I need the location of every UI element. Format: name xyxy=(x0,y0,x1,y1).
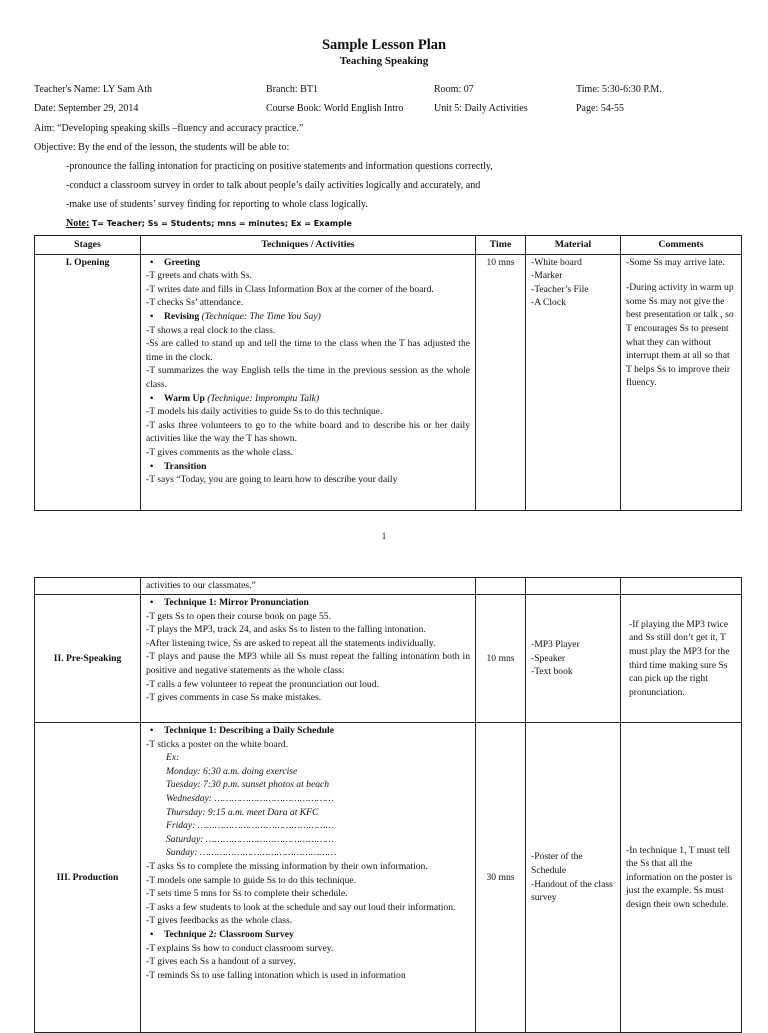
example-line: Sunday: ………………………………………… xyxy=(166,847,337,859)
activity-line: -T sticks a poster on the white board. xyxy=(146,738,289,750)
revising-label: Revising xyxy=(164,310,200,322)
opening-time: 10 mns xyxy=(476,254,526,510)
example-line: Ex: xyxy=(166,752,180,764)
production-material xyxy=(526,723,621,1033)
activity-line: -T gives each Ss a handout of a survey. xyxy=(146,956,296,968)
activity-line: -T asks three volunteers to go to the white board and to describe his or her daily activities like the way the T has shown. xyxy=(146,419,470,445)
material-item: -Marker xyxy=(531,270,563,282)
example-line: Friday: ………………………………………… xyxy=(166,820,335,832)
time-slot: Time: 5:30-6:30 P.M. xyxy=(576,84,662,95)
activity-line: -T sets time 5 mns for Ss to complete their schedule. xyxy=(146,888,348,900)
activity-line: -T explains Ss how to conduct classroom survey. xyxy=(146,942,334,954)
note xyxy=(66,218,352,229)
comment-text: -Some Ss may arrive late. xyxy=(626,256,725,268)
continuation-line: activities to our classmates.” xyxy=(141,578,476,595)
comment-text: -During activity in warm up some Ss may not give the best presentation or talk , so T encourages Ss to present what they can without interrupt them at all so that T helps Ss to improve their fluency. xyxy=(626,282,734,389)
stage-opening: I. Opening xyxy=(35,254,141,510)
document-subtitle: Teaching Speaking xyxy=(339,55,429,67)
opening-material xyxy=(526,254,621,510)
warmup-heading xyxy=(146,392,470,406)
activity-line: -T calls a few volunteer to repeat the pronunciation out loud. xyxy=(146,678,379,690)
example-line: Monday: 6:30 a.m. doing exercise xyxy=(166,765,298,777)
production-time: 30 mns xyxy=(476,723,526,1033)
activity-line: -T asks Ss to complete the missing information by their own information. xyxy=(146,860,428,872)
material-item: -Text book xyxy=(531,666,573,678)
activity-line: -T plays the MP3, track 24, and asks Ss to listen to the falling intonation. xyxy=(146,624,426,636)
header-stages: Stages xyxy=(35,236,141,255)
objective: Objective: By the end of the lesson, the students will be able to: xyxy=(34,142,290,153)
material-item: -Handout of the class survey xyxy=(531,878,613,904)
example-line: Thursday: 9:15 a.m. meet Dara at KFC xyxy=(166,806,319,818)
header-time: Time xyxy=(476,236,526,255)
production-activities xyxy=(141,723,476,1033)
activity-line: -T writes date and fills in Class Information Box at the corner of the board. xyxy=(146,283,434,295)
material-item: -A Clock xyxy=(531,297,566,309)
stage-production: III. Production xyxy=(35,723,141,1033)
objective-item: -pronounce the falling intonation for practicing on positive statements and information questions correctly, xyxy=(66,161,493,172)
stage-pre-speaking: II. Pre-Speaking xyxy=(35,595,141,723)
activity-line: -T reminds Ss to use falling intonation which is used in information xyxy=(146,969,406,981)
activity-line: -T says “Today, you are going to learn how to describe your daily xyxy=(146,474,398,486)
material-item: -White board xyxy=(531,256,582,268)
lesson-plan-table-page-1 xyxy=(34,235,742,511)
pre-speaking-time: 10 mns xyxy=(476,595,526,723)
warmup-technique: (Technique: Impromptu Talk) xyxy=(207,392,320,404)
objective-item: -conduct a classroom survey in order to talk about people’s daily activities logically and accurately, and xyxy=(66,180,481,191)
course-book: Course Book: World English Intro xyxy=(266,103,404,114)
material-item: -Poster of the Schedule xyxy=(531,851,583,876)
room: Room: 07 xyxy=(434,84,474,95)
activity-line: -T models one sample to guide Ss to do this technique. xyxy=(146,874,357,886)
activity-line: -T gives feedbacks as the whole class. xyxy=(146,915,293,927)
pre-speaking-activities xyxy=(141,595,476,723)
header-material: Material xyxy=(526,236,621,255)
activity-line: -T asks a few students to look at the schedule and say out loud their information. xyxy=(146,901,456,913)
pre-speaking-material xyxy=(526,595,621,723)
technique-heading: • Technique 2: Classroom Survey xyxy=(146,928,470,942)
page-range: Page: 54-55 xyxy=(576,103,625,114)
activity-line: -T summarizes the way English tells the time in the previous session as the whole class. xyxy=(146,365,470,390)
header-comments: Comments xyxy=(621,236,742,255)
pre-speaking-comments: -If playing the MP3 twice and Ss still don’t get it, T must play the MP3 for the third time making sure Ss can pick up the right pronunciation. xyxy=(621,595,742,723)
revising-technique: (Technique: The Time You Say) xyxy=(201,310,321,322)
activity-line: -T shows a real clock to the class. xyxy=(146,324,276,336)
activity-line: -T greets and chats with Ss. xyxy=(146,270,252,282)
example-line: Tuesday: 7:30 p.m. sunset photos at beach xyxy=(166,779,330,791)
production-comments: -In technique 1, T must tell the Ss that all the information on the poster is just the example. Ss must design their own schedule. xyxy=(621,723,742,1033)
objective-item: -make use of students’ survey finding for reporting to whole class logically. xyxy=(66,199,368,210)
activity-line: -T gives comments in case Ss make mistakes. xyxy=(146,692,322,704)
branch: Branch: BT1 xyxy=(266,84,318,95)
technique-heading: • Technique 1: Describing a Daily Schedule xyxy=(146,724,470,738)
document-title: Sample Lesson Plan xyxy=(321,37,447,53)
note-label: Note: xyxy=(66,218,90,229)
example-line: Wednesday: …………………………………… xyxy=(166,792,334,804)
activity-line: -After listening twice, Ss are asked to repeat all the statements individually. xyxy=(146,637,436,649)
page-number: 1 xyxy=(381,531,387,541)
lesson-date: Date: September 29, 2014 xyxy=(34,103,139,114)
material-item: -Speaker xyxy=(531,652,566,664)
teacher-name: Teacher's Name: LY Sam Ath xyxy=(34,84,153,95)
activity-line: -Ss are called to stand up and tell the time to the class when the T has adjusted the time in the clock. xyxy=(146,338,470,363)
note-text: T= Teacher; Ss = Students; mns = minutes; Ex = Example xyxy=(91,219,352,228)
example-line: Saturday: ……………………………………… xyxy=(166,833,334,845)
activity-line: -T models his daily activities to guide Ss to do this technique. xyxy=(146,406,383,418)
activity-line: -T plays and pause the MP3 while all Ss must repeat the falling intonation both in positive and negative statements as the whole class. xyxy=(146,651,470,676)
technique-heading: • Technique 1: Mirror Pronunciation xyxy=(146,596,470,610)
activity-line: -T gets Ss to open their course book on page 55. xyxy=(146,610,332,622)
opening-comments xyxy=(621,254,742,510)
warmup-label: Warm Up xyxy=(164,392,205,404)
transition-heading: • Transition xyxy=(146,460,470,474)
greeting-heading: • Greeting xyxy=(146,256,470,270)
lesson-plan-table-page-2 xyxy=(34,577,742,1033)
activity-line: -T checks Ss’ attendance. xyxy=(146,297,244,309)
activity-line: -T gives comments as the whole class. xyxy=(146,446,294,458)
header-techniques: Techniques / Activities xyxy=(141,236,476,255)
unit: Unit 5: Daily Activities xyxy=(434,103,528,114)
material-item: -MP3 Player xyxy=(531,639,580,651)
opening-activities xyxy=(141,254,476,510)
aim: Aim: “Developing speaking skills –fluency and accuracy practice.” xyxy=(34,123,304,134)
revising-heading xyxy=(146,310,470,324)
material-item: -Teacher’s File xyxy=(531,283,589,295)
